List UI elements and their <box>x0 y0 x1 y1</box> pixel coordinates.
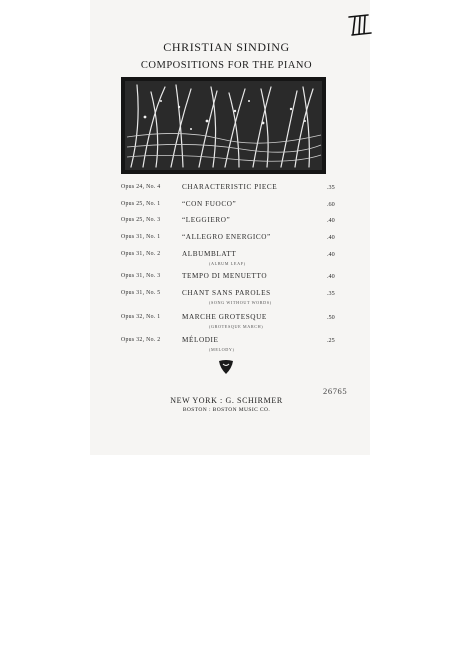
opus-number: Opus 25, No. 1 <box>121 201 161 207</box>
price: .25 <box>327 337 335 344</box>
piece-title: TEMPO DI MENUETTO <box>182 272 268 280</box>
piece-title: “CON FUOCO” <box>182 200 237 208</box>
collection-title: COMPOSITIONS FOR THE PIANO <box>140 60 313 71</box>
opus-number: Opus 31, No. 1 <box>121 234 161 240</box>
opus-number: Opus 31, No. 5 <box>121 290 161 296</box>
woodcut-illustration <box>121 77 326 174</box>
publisher-ornament-icon <box>217 358 235 376</box>
opus-number: Opus 31, No. 3 <box>121 273 161 279</box>
piece-subtitle: (SONG WITHOUT WORDS) <box>209 300 272 305</box>
price: .40 <box>327 234 335 241</box>
price: .60 <box>327 201 335 208</box>
piece-title: “LEGGIERO” <box>182 216 231 224</box>
opus-number: Opus 25, No. 3 <box>121 217 161 223</box>
piece-subtitle: (GROTESQUE MARCH) <box>209 324 264 329</box>
opus-number: Opus 32, No. 2 <box>121 337 161 343</box>
piece-subtitle: (MELODY) <box>209 347 235 352</box>
price: .35 <box>327 184 335 191</box>
opus-number: Opus 32, No. 1 <box>121 314 161 320</box>
opus-number: Opus 24, No. 4 <box>121 184 161 190</box>
plate-number: 26765 <box>323 386 348 396</box>
piece-subtitle: (ALBUM LEAF) <box>209 261 246 266</box>
roman-numeral-mark <box>346 12 374 40</box>
piece-title: ALBUMBLATT <box>182 250 237 258</box>
piece-title: “ALLEGRO ENERGICO” <box>182 233 271 241</box>
publisher-line-2: BOSTON : BOSTON MUSIC CO. <box>182 407 271 413</box>
opus-number: Opus 31, No. 2 <box>121 251 161 257</box>
piece-title: MÉLODIE <box>182 336 219 344</box>
piece-title: CHANT SANS PAROLES <box>182 289 271 297</box>
price: .35 <box>327 290 335 297</box>
piece-title: MARCHE GROTESQUE <box>182 313 267 321</box>
piece-title: CHARACTERISTIC PIECE <box>182 183 278 191</box>
composer-name: CHRISTIAN SINDING <box>163 40 290 54</box>
price: .50 <box>327 314 335 321</box>
price: .40 <box>327 251 335 258</box>
price: .40 <box>327 217 335 224</box>
publisher-line-1: NEW YORK : G. SCHIRMER <box>170 396 283 405</box>
price: .40 <box>327 273 335 280</box>
